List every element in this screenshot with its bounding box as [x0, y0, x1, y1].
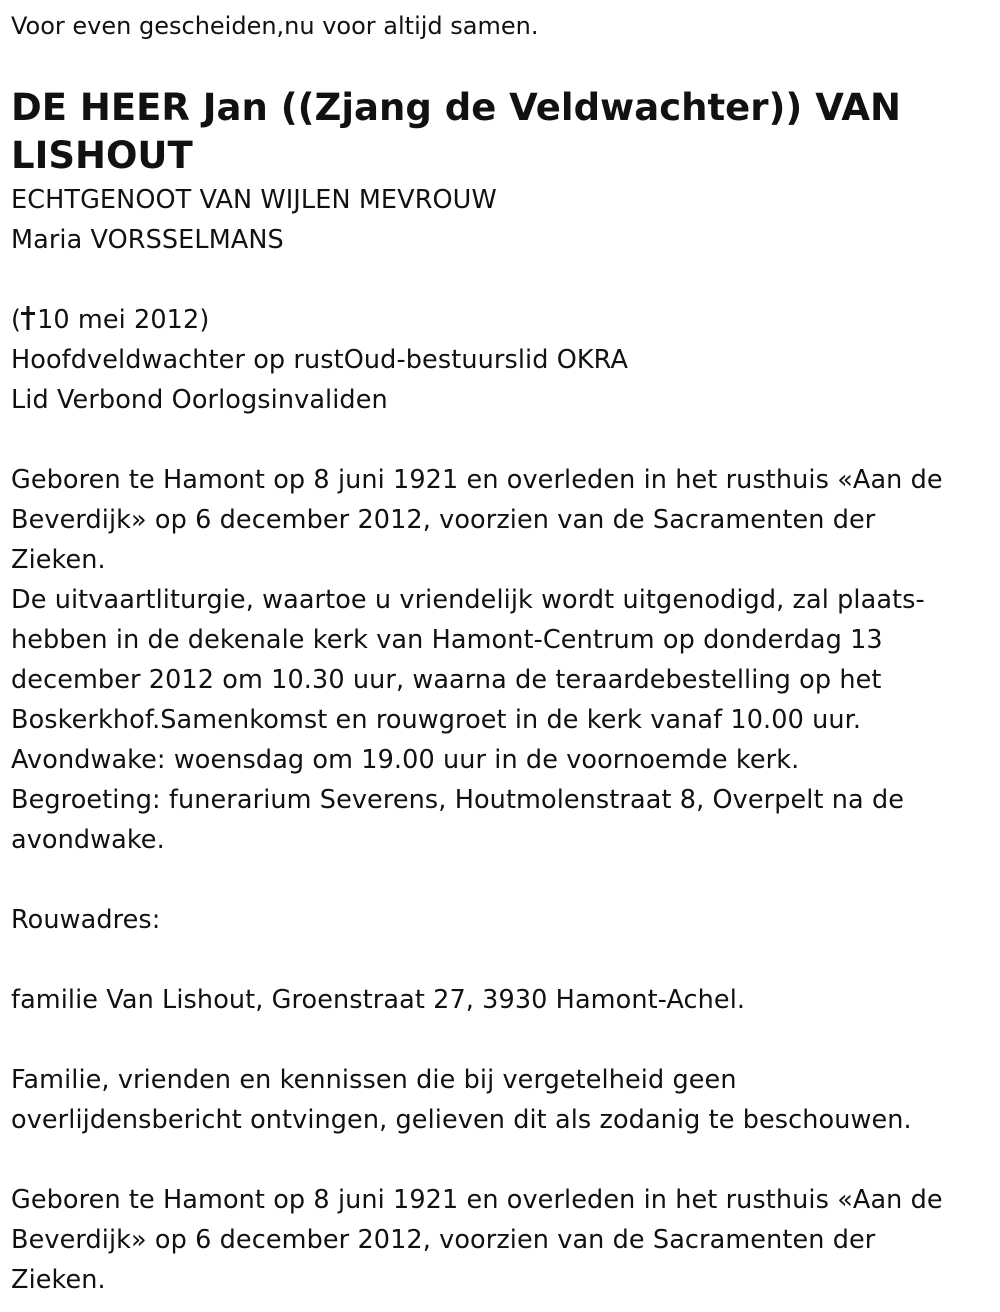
- spouse-line-2: Maria VORSSELMANS: [11, 225, 284, 255]
- body-line: Avondwake: woensdag om 19.00 uur in de voornoemde kerk.: [11, 745, 800, 775]
- cross-icon: [21, 302, 35, 342]
- deceased-name-line-2: LISHOUT: [11, 134, 193, 177]
- title-line-2: Lid Verbond Oorlogsinvaliden: [11, 385, 388, 415]
- body-line: Geboren te Hamont op 8 juni 1921 en overleden in het rusthuis «Aan de: [11, 465, 943, 495]
- body-line: De uitvaartliturgie, waartoe u vriendelijk wordt uitgenodigd, zal plaats-: [11, 585, 925, 615]
- body-line: december 2012 om 10.30 uur, waarna de teraardebestelling op het: [11, 665, 882, 695]
- repeat-line-2: Beverdijk» op 6 december 2012, voorzien van de Sacramenten der: [11, 1225, 876, 1255]
- body-line: Begroeting: funerarium Severens, Houtmolenstraat 8, Overpelt na de: [11, 785, 905, 815]
- body-line: avondwake.: [11, 825, 165, 855]
- death-date: 10 mei 2012): [37, 305, 210, 335]
- repeat-line-1: Geboren te Hamont op 8 juni 1921 en overleden in het rusthuis «Aan de: [11, 1185, 943, 1215]
- death-open-paren: (: [11, 305, 22, 335]
- title-line-1: Hoofdveldwachter op rustOud-bestuurslid OKRA: [11, 345, 629, 375]
- notice-line-1: Familie, vrienden en kennissen die bij vergetelheid geen: [11, 1065, 737, 1095]
- announcement-body: [11, 460, 991, 860]
- deceased-name-line-1: DE HEER Jan ((Zjang de Veldwachter)) VAN: [11, 86, 901, 129]
- mourning-address: familie Van Lishout, Groenstraat 27, 3930 Hamont-Achel.: [11, 985, 746, 1015]
- repeat-line-3: Zieken.: [11, 1265, 106, 1295]
- body-line: Beverdijk» op 6 december 2012, voorzien van de Sacramenten der: [11, 505, 876, 535]
- body-line: Zieken.: [11, 545, 106, 575]
- tagline: Voor even gescheiden,nu voor altijd samen.: [11, 12, 539, 40]
- body-line: Boskerkhof.Samenkomst en rouwgroet in de kerk vanaf 10.00 uur.: [11, 705, 862, 735]
- spouse-line-1: ECHTGENOOT VAN WIJLEN MEVROUW: [11, 185, 497, 215]
- obituary-page: [11, 0, 991, 1300]
- body-line: hebben in de dekenale kerk van Hamont-Centrum op donderdag 13: [11, 625, 883, 655]
- notice-line-2: overlijdensbericht ontvingen, gelieven dit als zodanig te beschouwen.: [11, 1105, 912, 1135]
- death-date-line: [11, 300, 991, 340]
- address-label: Rouwadres:: [11, 905, 161, 935]
